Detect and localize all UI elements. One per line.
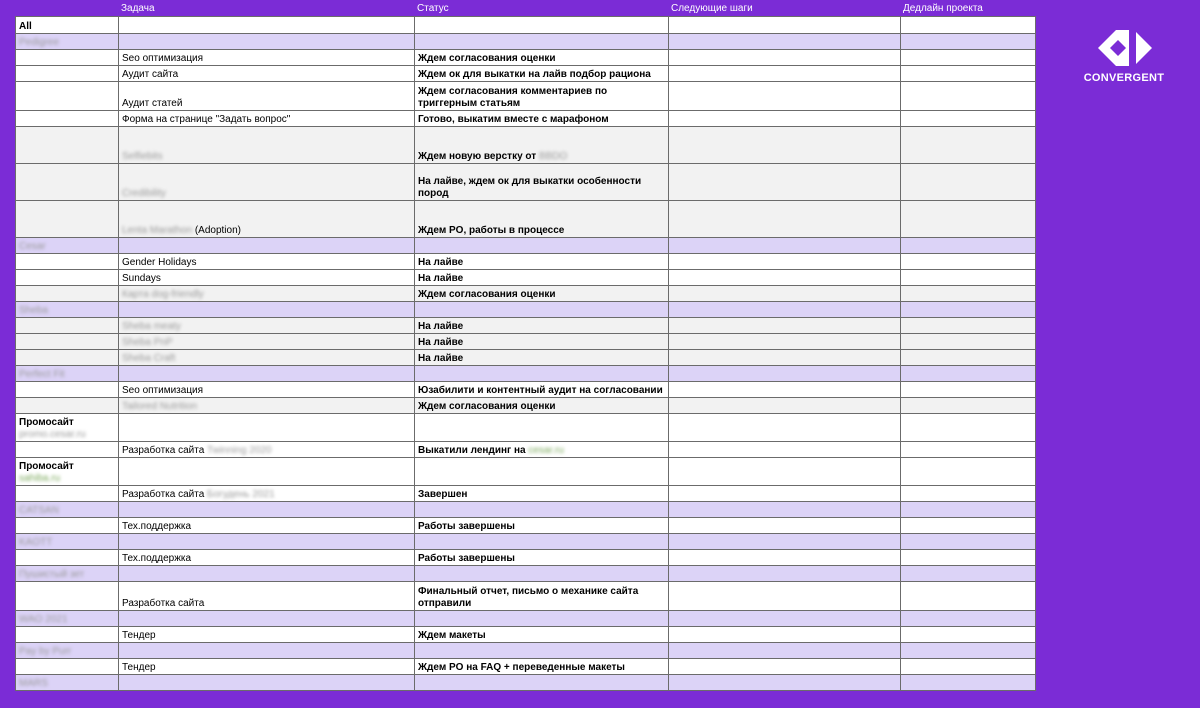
- status-blurred-suffix: BBDO: [538, 151, 568, 162]
- task-label: Аудит сайта: [122, 69, 179, 80]
- status-label: На лайве: [418, 257, 464, 268]
- cell-next-steps[interactable]: [669, 550, 901, 566]
- cell-next-steps[interactable]: [669, 486, 901, 502]
- cell-next-steps[interactable]: [669, 534, 901, 550]
- cell-next-steps[interactable]: [669, 111, 901, 127]
- cell-next-steps[interactable]: [669, 611, 901, 627]
- cell-next-steps[interactable]: [669, 643, 901, 659]
- cell-task[interactable]: [119, 164, 415, 201]
- cell-deadline[interactable]: [901, 201, 1036, 238]
- section-row: [16, 366, 1036, 382]
- cell-group[interactable]: [16, 366, 119, 382]
- table-row: [16, 164, 1036, 201]
- cell-task[interactable]: [119, 643, 415, 659]
- cell-group[interactable]: [16, 643, 119, 659]
- cell-next-steps[interactable]: [669, 366, 901, 382]
- table-row: [16, 50, 1036, 66]
- cell-status[interactable]: [415, 50, 669, 66]
- cell-next-steps[interactable]: [669, 254, 901, 270]
- table-row: [16, 518, 1036, 534]
- status-label: Завершен: [418, 489, 468, 500]
- task-label: Разработка сайта: [122, 489, 205, 500]
- cell-next-steps[interactable]: [669, 398, 901, 414]
- table-row: [16, 82, 1036, 111]
- section-row: [16, 534, 1036, 550]
- cell-group[interactable]: [16, 458, 119, 486]
- section-label: Пушистый зет: [19, 569, 85, 580]
- project-table: [15, 16, 1036, 691]
- cell-group[interactable]: [16, 382, 119, 398]
- cell-deadline[interactable]: [901, 270, 1036, 286]
- cell-status[interactable]: [415, 302, 669, 318]
- cell-group[interactable]: [16, 318, 119, 334]
- section-label: KAOTT: [19, 537, 53, 548]
- cell-deadline[interactable]: [901, 659, 1036, 675]
- status-label: На лайве: [418, 321, 464, 332]
- cell-next-steps[interactable]: [669, 458, 901, 486]
- status-label: Ждем PO на FAQ + переведенные макеты: [418, 662, 625, 673]
- section-label: Pedigree: [19, 37, 60, 48]
- cell-group[interactable]: [16, 201, 119, 238]
- table-row: [16, 486, 1036, 502]
- section-label: CATSAN: [19, 505, 59, 516]
- table-row: [16, 127, 1036, 164]
- cell-status[interactable]: [415, 566, 669, 582]
- cell-status[interactable]: [415, 382, 669, 398]
- cell-deadline[interactable]: [901, 566, 1036, 582]
- cell-group[interactable]: [16, 550, 119, 566]
- cell-task[interactable]: [119, 254, 415, 270]
- cell-group[interactable]: [16, 286, 119, 302]
- cell-next-steps[interactable]: [669, 34, 901, 50]
- cell-task[interactable]: [119, 111, 415, 127]
- cell-task[interactable]: [119, 238, 415, 254]
- cell-status[interactable]: [415, 111, 669, 127]
- task-blurred-suffix: Богудень 2021: [207, 489, 275, 500]
- cell-next-steps[interactable]: [669, 201, 901, 238]
- section-sublabel: promo.cesar.ru: [19, 429, 86, 440]
- cell-group[interactable]: [16, 270, 119, 286]
- cell-deadline[interactable]: [901, 675, 1036, 691]
- section-row: [16, 34, 1036, 50]
- cell-status[interactable]: [415, 659, 669, 675]
- section-label: Perfect Fit: [19, 369, 65, 380]
- cell-status[interactable]: [415, 458, 669, 486]
- cell-group[interactable]: [16, 302, 119, 318]
- cell-group[interactable]: [16, 534, 119, 550]
- cell-next-steps[interactable]: [669, 582, 901, 611]
- table-row: [16, 382, 1036, 398]
- status-link[interactable]: cesar.ru: [528, 445, 564, 456]
- cell-deadline[interactable]: [901, 643, 1036, 659]
- status-label: Готово, выкатим вместе с марафоном: [418, 114, 609, 125]
- cell-group[interactable]: [16, 50, 119, 66]
- cell-task[interactable]: [119, 458, 415, 486]
- cell-deadline[interactable]: [901, 127, 1036, 164]
- cell-task[interactable]: [119, 318, 415, 334]
- section-row: [16, 566, 1036, 582]
- task-blurred-suffix: Twinning 2020: [207, 445, 272, 456]
- status-label: Работы завершены: [418, 553, 515, 564]
- cell-next-steps[interactable]: [669, 238, 901, 254]
- cell-group[interactable]: [16, 66, 119, 82]
- task-label: Sheba meaty: [122, 321, 181, 332]
- cell-next-steps[interactable]: [669, 350, 901, 366]
- status-label: Ждем согласования оценки: [418, 401, 556, 412]
- section-label: Промосайт: [19, 417, 74, 428]
- cell-deadline[interactable]: [901, 627, 1036, 643]
- cell-status[interactable]: [415, 350, 669, 366]
- task-label: Selfiebits: [122, 151, 163, 162]
- cell-task[interactable]: [119, 518, 415, 534]
- table-row: [16, 627, 1036, 643]
- table-row: [16, 270, 1036, 286]
- status-label: Ждем PO, работы в процессе: [418, 225, 565, 236]
- cell-next-steps[interactable]: [669, 164, 901, 201]
- cell-deadline[interactable]: [901, 111, 1036, 127]
- cell-next-steps[interactable]: [669, 286, 901, 302]
- status-label: На лайве: [418, 273, 464, 284]
- table-row: [16, 66, 1036, 82]
- cell-next-steps[interactable]: [669, 518, 901, 534]
- cell-status[interactable]: [415, 582, 669, 611]
- cell-status[interactable]: [415, 611, 669, 627]
- cell-status[interactable]: [415, 550, 669, 566]
- task-label: Sheba Craft: [122, 353, 176, 364]
- cell-deadline[interactable]: [901, 550, 1036, 566]
- cell-status[interactable]: [415, 334, 669, 350]
- cell-task[interactable]: [119, 582, 415, 611]
- convergent-logo-icon: [1096, 28, 1152, 68]
- cell-status[interactable]: [415, 442, 669, 458]
- cell-deadline[interactable]: [901, 518, 1036, 534]
- status-label: Ждем новую верстку от: [418, 151, 537, 162]
- cell-next-steps[interactable]: [669, 17, 901, 34]
- cell-status[interactable]: [415, 164, 669, 201]
- task-label: Аудит статей: [122, 98, 183, 109]
- cell-task[interactable]: [119, 627, 415, 643]
- cell-task[interactable]: [119, 50, 415, 66]
- task-label: Credibility: [122, 188, 166, 199]
- cell-status[interactable]: [415, 502, 669, 518]
- task-label: Разработка сайта: [122, 598, 205, 609]
- spreadsheet: [15, 0, 1035, 708]
- cell-next-steps[interactable]: [669, 66, 901, 82]
- cell-next-steps[interactable]: [669, 414, 901, 442]
- task-label: Форма на странице "Задать вопрос": [122, 114, 291, 125]
- cell-deadline[interactable]: [901, 164, 1036, 201]
- section-label: Pay by Purr: [19, 646, 72, 657]
- section-label: Промосайт: [19, 461, 74, 472]
- task-label: Тех.поддержка: [122, 521, 192, 532]
- cell-deadline[interactable]: [901, 502, 1036, 518]
- status-label: Ждем согласования комментариев по триггерным статьям: [418, 86, 608, 109]
- section-row: [16, 302, 1036, 318]
- status-label: Ждем ок для выкатки на лайв подбор рациона: [418, 69, 651, 80]
- section-label: Sheba: [19, 305, 48, 316]
- table-row: [16, 286, 1036, 302]
- cell-status[interactable]: [415, 286, 669, 302]
- cell-status[interactable]: [415, 238, 669, 254]
- cell-next-steps[interactable]: [669, 442, 901, 458]
- task-label: Тендер: [122, 630, 156, 641]
- cell-deadline[interactable]: [901, 50, 1036, 66]
- cell-status[interactable]: [415, 627, 669, 643]
- column-headers: [15, 0, 1035, 16]
- cell-next-steps[interactable]: [669, 270, 901, 286]
- cell-group[interactable]: [16, 164, 119, 201]
- task-label: Тех.поддержка: [122, 553, 192, 564]
- cell-task[interactable]: [119, 675, 415, 691]
- cell-group[interactable]: [16, 414, 119, 442]
- cell-task[interactable]: [119, 534, 415, 550]
- status-label: Выкатили лендинг на: [418, 445, 526, 456]
- cell-group[interactable]: [16, 611, 119, 627]
- cell-status[interactable]: [415, 486, 669, 502]
- status-label: Ждем согласования оценки: [418, 289, 556, 300]
- cell-status[interactable]: [415, 66, 669, 82]
- cell-deadline[interactable]: [901, 486, 1036, 502]
- cell-status[interactable]: [415, 534, 669, 550]
- task-label: Seo оптимизация: [122, 385, 204, 396]
- cell-group[interactable]: [16, 398, 119, 414]
- cell-task[interactable]: [119, 398, 415, 414]
- task-label: Seo оптимизация: [122, 53, 204, 64]
- cell-next-steps[interactable]: [669, 318, 901, 334]
- cell-deadline[interactable]: [901, 414, 1036, 442]
- cell-deadline[interactable]: [901, 82, 1036, 111]
- convergent-logo: [1078, 28, 1170, 88]
- cell-status[interactable]: [415, 254, 669, 270]
- header-status: Статус: [417, 3, 449, 14]
- cell-status[interactable]: [415, 34, 669, 50]
- cell-status[interactable]: [415, 518, 669, 534]
- cell-deadline[interactable]: [901, 458, 1036, 486]
- cell-group[interactable]: [16, 582, 119, 611]
- cell-deadline[interactable]: [901, 318, 1036, 334]
- cell-task[interactable]: [119, 611, 415, 627]
- task-label: Lenta Marathon: [122, 225, 193, 236]
- cell-group[interactable]: [16, 350, 119, 366]
- cell-task[interactable]: [119, 286, 415, 302]
- cell-task[interactable]: [119, 334, 415, 350]
- cell-status[interactable]: [415, 270, 669, 286]
- cell-task[interactable]: [119, 82, 415, 111]
- cell-status[interactable]: [415, 398, 669, 414]
- cell-task[interactable]: [119, 366, 415, 382]
- cell-group[interactable]: [16, 486, 119, 502]
- cell-deadline[interactable]: [901, 334, 1036, 350]
- header-task: Задача: [121, 3, 155, 14]
- status-label: Финальный отчет, письмо о механике сайта отправили: [418, 586, 639, 609]
- cell-next-steps[interactable]: [669, 566, 901, 582]
- table-row: [16, 659, 1036, 675]
- cell-deadline[interactable]: [901, 350, 1036, 366]
- cell-deadline[interactable]: [901, 238, 1036, 254]
- task-label: Gender Holidays: [122, 257, 197, 268]
- cell-status[interactable]: [415, 643, 669, 659]
- cell-task[interactable]: [119, 382, 415, 398]
- cell-next-steps[interactable]: [669, 502, 901, 518]
- task-suffix: (Adoption): [192, 225, 241, 236]
- cell-task[interactable]: [119, 17, 415, 34]
- cell-group[interactable]: [16, 254, 119, 270]
- table-row: [16, 398, 1036, 414]
- cell-status[interactable]: [415, 414, 669, 442]
- status-label: Юзабилити и контентный аудит на согласовании: [418, 385, 663, 396]
- cell-task[interactable]: [119, 486, 415, 502]
- cell-task[interactable]: [119, 414, 415, 442]
- cell-group[interactable]: [16, 111, 119, 127]
- cell-group[interactable]: [16, 502, 119, 518]
- cell-deadline[interactable]: [901, 254, 1036, 270]
- cell-task[interactable]: [119, 566, 415, 582]
- status-label: Ждем согласования оценки: [418, 53, 556, 64]
- table-row: [16, 442, 1036, 458]
- task-label: Sheba PnP: [122, 337, 173, 348]
- cell-deadline[interactable]: [901, 302, 1036, 318]
- task-label: Разработка сайта: [122, 445, 205, 456]
- section-row: [16, 611, 1036, 627]
- cell-task[interactable]: [119, 66, 415, 82]
- cell-task[interactable]: [119, 127, 415, 164]
- cell-group[interactable]: [16, 17, 119, 34]
- header-next-steps: Следующие шаги: [671, 3, 753, 14]
- cell-status[interactable]: [415, 201, 669, 238]
- cell-next-steps[interactable]: [669, 82, 901, 111]
- task-label: Тендер: [122, 662, 156, 673]
- cell-deadline[interactable]: [901, 442, 1036, 458]
- status-label: На лайве: [418, 353, 464, 364]
- cell-deadline[interactable]: [901, 366, 1036, 382]
- cell-task[interactable]: [119, 34, 415, 50]
- section-row: [16, 414, 1036, 442]
- section-row: [16, 238, 1036, 254]
- table-row: [16, 550, 1036, 566]
- logo-text: CONVERGENT: [1083, 72, 1165, 84]
- cell-deadline[interactable]: [901, 534, 1036, 550]
- status-label: На лайве: [418, 337, 464, 348]
- cell-group[interactable]: [16, 334, 119, 350]
- cell-status[interactable]: [415, 318, 669, 334]
- cell-group[interactable]: [16, 675, 119, 691]
- table-row: [16, 111, 1036, 127]
- section-row: [16, 502, 1036, 518]
- cell-task[interactable]: [119, 350, 415, 366]
- cell-group[interactable]: [16, 518, 119, 534]
- cell-group[interactable]: [16, 442, 119, 458]
- section-row: [16, 675, 1036, 691]
- cell-status[interactable]: [415, 82, 669, 111]
- section-sublabel: sahiba.ru: [19, 473, 61, 484]
- cell-task[interactable]: [119, 502, 415, 518]
- section-label: All: [19, 21, 32, 32]
- table-row: [16, 201, 1036, 238]
- cell-status[interactable]: [415, 675, 669, 691]
- section-label: Cesar: [19, 241, 46, 252]
- cell-status[interactable]: [415, 366, 669, 382]
- cell-deadline[interactable]: [901, 34, 1036, 50]
- cell-group[interactable]: [16, 238, 119, 254]
- task-label: Карта dog-friendly: [122, 289, 204, 300]
- cell-next-steps[interactable]: [669, 627, 901, 643]
- cell-next-steps[interactable]: [669, 302, 901, 318]
- cell-task[interactable]: [119, 302, 415, 318]
- task-label: Sundays: [122, 273, 161, 284]
- cell-group[interactable]: [16, 659, 119, 675]
- section-row: [16, 458, 1036, 486]
- task-label: Tailored Nutrition: [122, 401, 198, 412]
- status-label: Ждем макеты: [418, 630, 486, 641]
- table-row: [16, 350, 1036, 366]
- cell-deadline[interactable]: [901, 611, 1036, 627]
- cell-deadline[interactable]: [901, 66, 1036, 82]
- cell-next-steps[interactable]: [669, 675, 901, 691]
- cell-group[interactable]: [16, 82, 119, 111]
- cell-group[interactable]: [16, 34, 119, 50]
- section-row: [16, 17, 1036, 34]
- status-label: Работы завершены: [418, 521, 515, 532]
- cell-deadline[interactable]: [901, 398, 1036, 414]
- cell-task[interactable]: [119, 659, 415, 675]
- cell-deadline[interactable]: [901, 17, 1036, 34]
- table-row: [16, 318, 1036, 334]
- cell-next-steps[interactable]: [669, 127, 901, 164]
- cell-status[interactable]: [415, 127, 669, 164]
- cell-group[interactable]: [16, 627, 119, 643]
- section-label: MARS: [19, 678, 48, 689]
- cell-task[interactable]: [119, 201, 415, 238]
- cell-next-steps[interactable]: [669, 659, 901, 675]
- cell-deadline[interactable]: [901, 582, 1036, 611]
- status-label: На лайве, ждем ок для выкатки особенности пород: [418, 176, 642, 199]
- section-label: WAO 2021: [19, 614, 68, 625]
- table-row: [16, 582, 1036, 611]
- table-row: [16, 334, 1036, 350]
- cell-task[interactable]: [119, 550, 415, 566]
- section-row: [16, 643, 1036, 659]
- table-row: [16, 254, 1036, 270]
- cell-group[interactable]: [16, 127, 119, 164]
- cell-next-steps[interactable]: [669, 334, 901, 350]
- cell-task[interactable]: [119, 442, 415, 458]
- cell-task[interactable]: [119, 270, 415, 286]
- cell-deadline[interactable]: [901, 382, 1036, 398]
- cell-status[interactable]: [415, 17, 669, 34]
- cell-group[interactable]: [16, 566, 119, 582]
- cell-next-steps[interactable]: [669, 50, 901, 66]
- header-deadline: Дедлайн проекта: [903, 3, 983, 14]
- cell-deadline[interactable]: [901, 286, 1036, 302]
- cell-next-steps[interactable]: [669, 382, 901, 398]
